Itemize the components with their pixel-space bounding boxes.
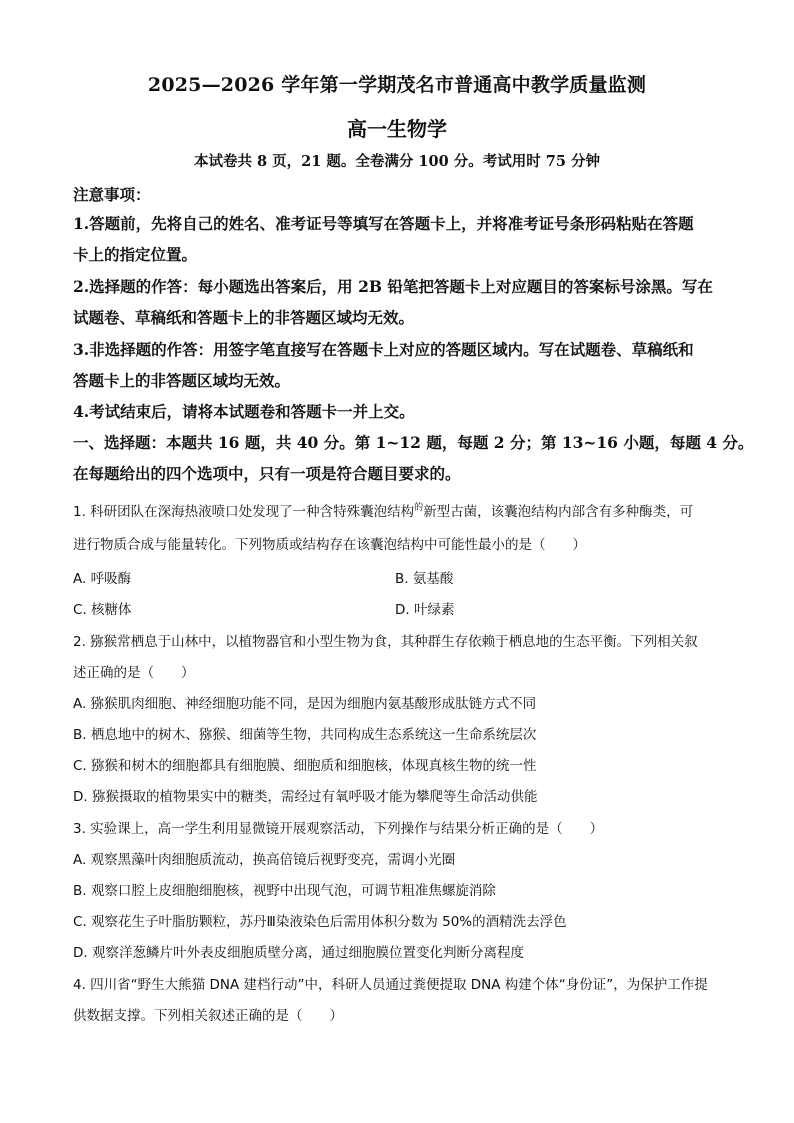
question-1-option-b: B. 氨基酸 — [395, 571, 454, 587]
question-1-text-b: 新型古菌，该囊泡结构内部含有多种酶类，可 — [423, 504, 694, 520]
question-2-stem-2: 述正确的是（ ） — [73, 665, 195, 681]
question-4-stem: 4. 四川省“野生大熊猫 DNA 建档行动”中，科研人员通过粪便提取 DNA 构建个体“身份证”，为保护工作提 — [73, 977, 708, 993]
subject-title: 高一生物学 — [347, 117, 447, 141]
question-3-stem: 3. 实验课上，高一学生利用显微镜开展观察活动，下列操作与结果分析正确的是（ ） — [73, 821, 604, 837]
question-2-stem: 2. 猕猴常栖息于山林中，以植物器官和小型生物为食，其种群生存依赖于栖息地的生态平衡。下列相关叙 — [73, 634, 698, 650]
question-4-stem-2: 供数据支撑。下列相关叙述正确的是（ ） — [73, 1008, 343, 1024]
question-1-option-d: D. 叶绿素 — [395, 602, 455, 618]
exam-info: 本试卷共 8 页，21 题。全卷满分 100 分。考试用时 75 分钟 — [193, 153, 601, 170]
question-1-stem-2: 进行物质合成与能量转化。下列物质或结构存在该囊泡结构中可能性最小的是（ ） — [73, 537, 586, 553]
question-2-option-a: A. 猕猴肌肉细胞、神经细胞功能不同，是因为细胞内氨基酸形成肽链方式不同 — [73, 696, 537, 712]
question-3-option-d: D. 观察洋葱鳞片叶外表皮细胞质壁分离，通过细胞膜位置变化判断分离程度 — [73, 945, 524, 961]
question-3-option-c: C. 观察花生子叶脂肪颗粒，苏丹Ⅲ染液染色后需用体积分数为 50%的酒精洗去浮色 — [73, 914, 567, 930]
question-1-superscript: 的 — [414, 503, 424, 513]
question-1-option-a: A. 呼吸酶 — [73, 571, 132, 587]
notice-header: 注意事项： — [73, 185, 151, 204]
question-1-stem — [73, 500, 693, 520]
section-heading: 在每题给出的四个选项中，只有一项是符合题目要求的。 — [73, 464, 461, 483]
exam-title: 2025—2026 学年第一学期茂名市普通高中教学质量监测 — [147, 74, 647, 96]
notice-line: 3.非选择题的作答：用签字笔直接写在答题卡上对应的答题区域内。写在试题卷、草稿纸和 — [73, 340, 694, 359]
notice-line: 答题卡上的非答题区域均无效。 — [73, 371, 291, 390]
section-heading: 一、选择题：本题共 16 题，共 40 分。第 1~12 题，每题 2 分；第 13~16 小题，每题 4 分。 — [73, 433, 754, 452]
notice-line: 试题卷、草稿纸和答题卡上的非答题区域均无效。 — [73, 308, 415, 327]
question-2-option-b: B. 栖息地中的树木、猕猴、细菌等生物，共同构成生态系统这一生命系统层次 — [73, 727, 537, 743]
notice-line: 4.考试结束后，请将本试题卷和答题卡一并上交。 — [73, 402, 415, 421]
question-1-text-a: 1. 科研团队在深海热液喷口处发现了一种含特殊囊泡结构 — [73, 504, 415, 520]
notice-line: 1.答题前，先将自己的姓名、准考证号等填写在答题卡上，并将准考证号条形码粘贴在答题 — [73, 214, 694, 233]
notice-line: 卡上的指定位置。 — [73, 245, 198, 264]
question-3-option-b: B. 观察口腔上皮细胞细胞核，视野中出现气泡，可调节粗准焦螺旋消除 — [73, 883, 496, 899]
question-2-option-d: D. 猕猴摄取的植物果实中的糖类，需经过有氧呼吸才能为攀爬等生命活动供能 — [73, 789, 538, 805]
question-2-option-c: C. 猕猴和树木的细胞都具有细胞膜、细胞质和细胞核，体现真核生物的统一性 — [73, 758, 537, 774]
question-1-option-c: C. 核糖体 — [73, 602, 132, 618]
notice-line: 2.选择题的作答：每小题选出答案后，用 2B 铅笔把答题卡上对应题目的答案标号涂黑。写在 — [73, 277, 713, 296]
question-3-option-a: A. 观察黑藻叶肉细胞质流动，换高倍镜后视野变亮，需调小光圈 — [73, 852, 456, 868]
